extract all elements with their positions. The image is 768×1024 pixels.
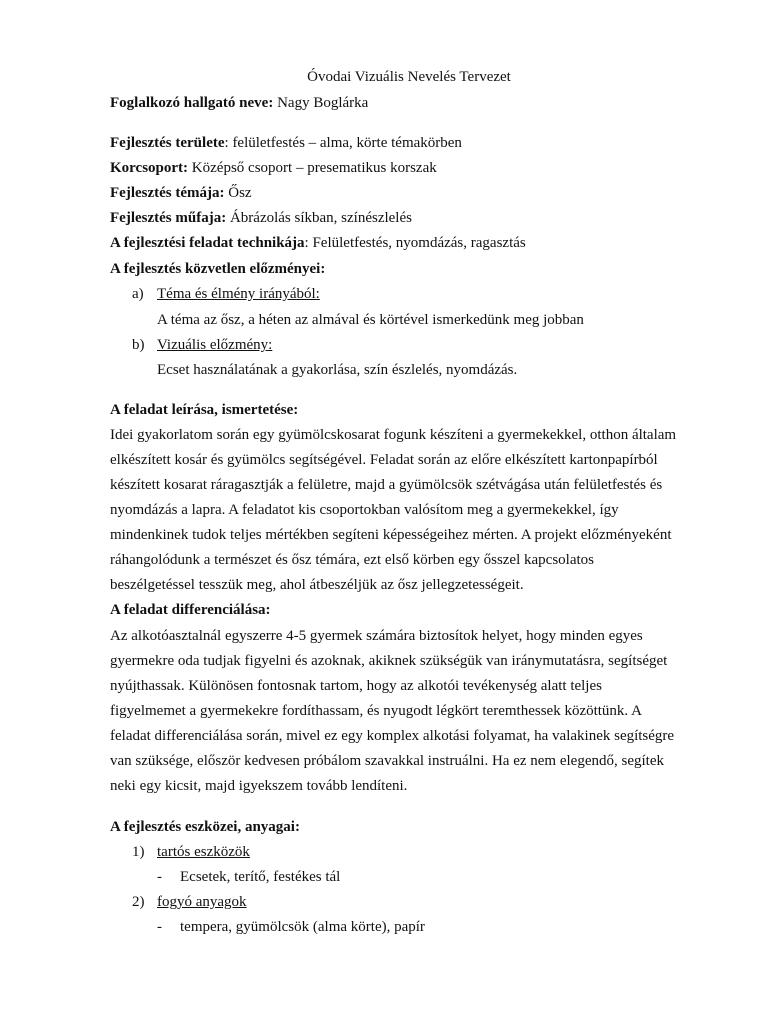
differentiation-line: gyermekre oda tudjak figyelni és azoknak, akiknek szükségük van iránymutatásra, segítséget: [110, 653, 668, 669]
tools-item-consumable: [132, 893, 247, 911]
field-value: felületfestés – alma, körte témakörben: [232, 135, 462, 151]
field-development-area: [110, 134, 462, 152]
description-line: nyomdázás a lapra. A feladatot kis csoportokban valósítom meg a gyermekekkel, így: [110, 502, 619, 518]
antecedent-title: Vizuális előzmény:: [157, 337, 273, 353]
page-title: Óvodai Vizuális Nevelés Tervezet: [307, 69, 511, 85]
description-line: ráhangolódunk a természet és ősz témára, ezt első körben egy ősszel kapcsolatos: [110, 552, 594, 568]
description-line: elkészített kosár és gyümölcs segítségével. Feladat során az előre elkészített kartonpapírból: [110, 452, 658, 468]
field-label: Korcsoport:: [110, 160, 189, 176]
tools-item-title: tartós eszközök: [157, 844, 250, 860]
field-label: Fejlesztés témája:: [110, 185, 225, 201]
description-line: beszélgetéssel tesszük meg, ahol átbeszéljük az ősz jellegzetességeit.: [110, 577, 524, 593]
differentiation-line: van szüksége, először kedvesen próbálom szavakkal instruálni. Ha ez nem elegendő, segítek: [110, 753, 664, 769]
section-heading-text: A fejlesztés eszközei, anyagai:: [110, 819, 300, 835]
description-line: mindenkinek tudok teljes mértékben segíteni képességeihez mérten. A projekt előzményeként: [110, 527, 672, 543]
field-separator: :: [224, 135, 233, 151]
student-name-value: Nagy Boglárka: [273, 95, 369, 111]
field-label: A fejlesztési feladat technikája: [110, 235, 305, 251]
tools-subitem-durable: [157, 868, 340, 886]
differentiation-heading: [110, 601, 271, 619]
antecedent-text-a: A téma az ősz, a héten az almával és körtével ismerkedünk meg jobban: [157, 312, 584, 328]
description-line: készített kosarat ráragasztják a felületre, majd a gyümölcsök szétvágása után felületfestés és: [110, 477, 663, 493]
field-value: Ősz: [228, 185, 252, 201]
antecedent-title: Téma és élmény irányából:: [157, 286, 320, 302]
section-heading-text: A feladat leírása, ismertetése:: [110, 402, 299, 418]
description-heading: [110, 401, 298, 419]
field-genre: [110, 209, 412, 227]
antecedents-heading: [110, 260, 325, 278]
list-marker: 2): [132, 894, 145, 910]
field-value: Ábrázolás síkban, színészlelés: [229, 210, 412, 226]
description-line: Idei gyakorlatom során egy gyümölcskosarat fogunk készíteni a gyermekekkel, otthon általam: [110, 427, 677, 443]
list-marker: 1): [132, 844, 145, 860]
differentiation-line: Az alkotóasztalnál egyszerre 4-5 gyermek számára biztosítok helyet, hogy minden egyes: [110, 628, 643, 644]
dash-marker: -: [157, 919, 162, 935]
field-separator: :: [304, 235, 313, 251]
field-value: Felületfestés, nyomdázás, ragasztás: [312, 235, 526, 251]
antecedent-text-b: Ecset használatának a gyakorlása, szín észlelés, nyomdázás.: [157, 362, 518, 378]
tools-heading: [110, 818, 300, 836]
field-label: Fejlesztés műfaja:: [110, 210, 227, 226]
list-marker: b): [132, 337, 145, 353]
antecedent-item-b: [132, 336, 272, 354]
differentiation-line: feladat differenciálása során, mivel ez egy komplex alkotási folyamat, ha valakinek segítségre: [110, 728, 675, 744]
field-technique: [110, 234, 526, 252]
list-marker: a): [132, 286, 144, 302]
field-topic: [110, 184, 252, 202]
differentiation-line: neki egy kicsit, majd igyekszem tovább lendíteni.: [110, 778, 408, 794]
tools-subitem-consumable: [157, 918, 425, 936]
section-heading-text: A feladat differenciálása:: [110, 602, 271, 618]
antecedent-item-a: [132, 285, 320, 303]
tools-subitem-text: Ecsetek, terítő, festékes tál: [180, 869, 341, 885]
differentiation-line: figyelmemet a gyermekekre fordíthassam, és nyugodt légkört teremthessek közöttünk. A: [110, 703, 642, 719]
differentiation-line: nyújthassak. Különösen fontosnak tartom, hogy az alkotói tevékenység alatt teljes: [110, 678, 602, 694]
tools-subitem-text: tempera, gyümölcsök (alma körte), papír: [180, 919, 425, 935]
student-name-line: [110, 94, 368, 112]
section-heading-text: A fejlesztés közvetlen előzményei:: [110, 261, 326, 277]
field-label: Fejlesztés területe: [110, 135, 225, 151]
tools-item-title: fogyó anyagok: [157, 894, 247, 910]
dash-marker: -: [157, 869, 162, 885]
field-age-group: [110, 159, 437, 177]
field-value: Középső csoport – presematikus korszak: [191, 160, 437, 176]
student-name-label: Foglalkozó hallgató neve:: [110, 95, 274, 111]
tools-item-durable: [132, 843, 250, 861]
